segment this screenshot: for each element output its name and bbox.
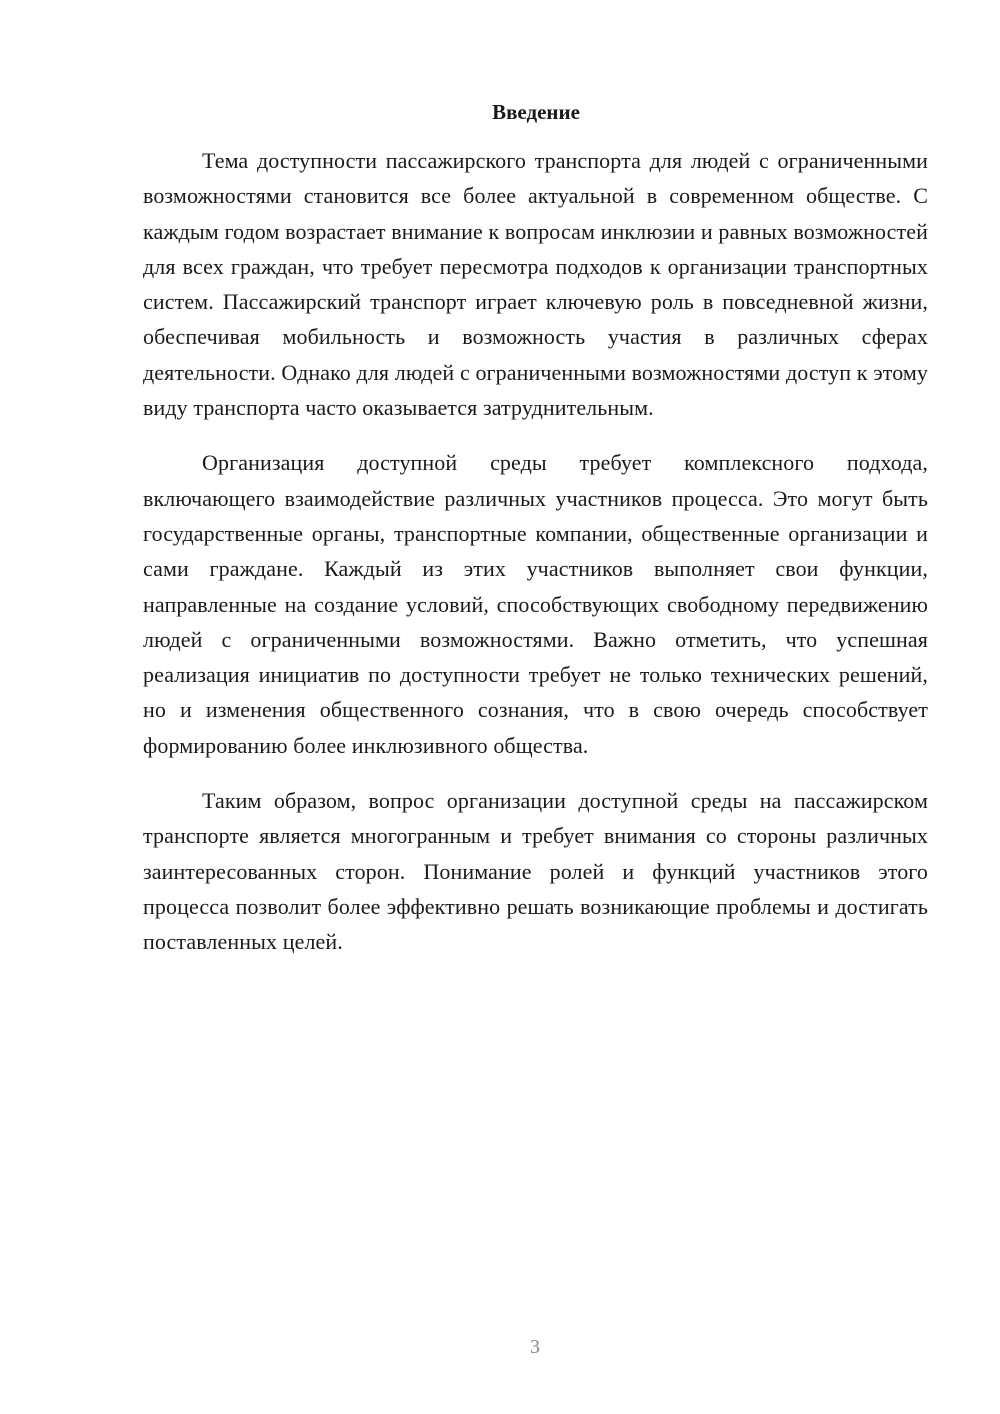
paragraph-2: Организация доступной среды требует комплексного подхода, включающего взаимодействие различных участников процесса. Это могут быть государственные органы, транспортные компании, общественные организации и сами граждане. Каждый из этих участников выполняет свои функции, направленные на создание условий, способствующих свободному передвижению людей с ограниченными возможностями. Важно отметить, что успешная реализация инициатив по доступности требует не только технических решений, но и изменения общественного сознания, что в свою очередь способствует формированию более инклюзивного общества. bbox=[143, 450, 928, 758]
paragraph-3: Таким образом, вопрос организации доступной среды на пассажирском транспорте является многогранным и требует внимания со стороны различных заинтересованных сторон. Понимание ролей и функций участников этого процесса позволит более эффективно решать возникающие проблемы и достигать поставленных целей. bbox=[143, 788, 928, 955]
page-number: 3 bbox=[530, 1336, 540, 1358]
paragraph-1: Тема доступности пассажирского транспорта для людей с ограниченными возможностями становится все более актуальной в современном обществе. С каждым годом возрастает внимание к вопросам инклюзии и равных возможностей для всех граждан, что требует пересмотра подходов к организации транспортных систем. Пассажирский транспорт играет ключевую роль в повседневной жизни, обеспечивая мобильность и возможность участия в различных сферах деятельности. Однако для людей с ограниченными возможностями доступ к этому виду транспорта часто оказывается затруднительным. bbox=[143, 148, 928, 421]
section-heading: Введение bbox=[492, 100, 580, 124]
body-text bbox=[143, 143, 928, 980]
